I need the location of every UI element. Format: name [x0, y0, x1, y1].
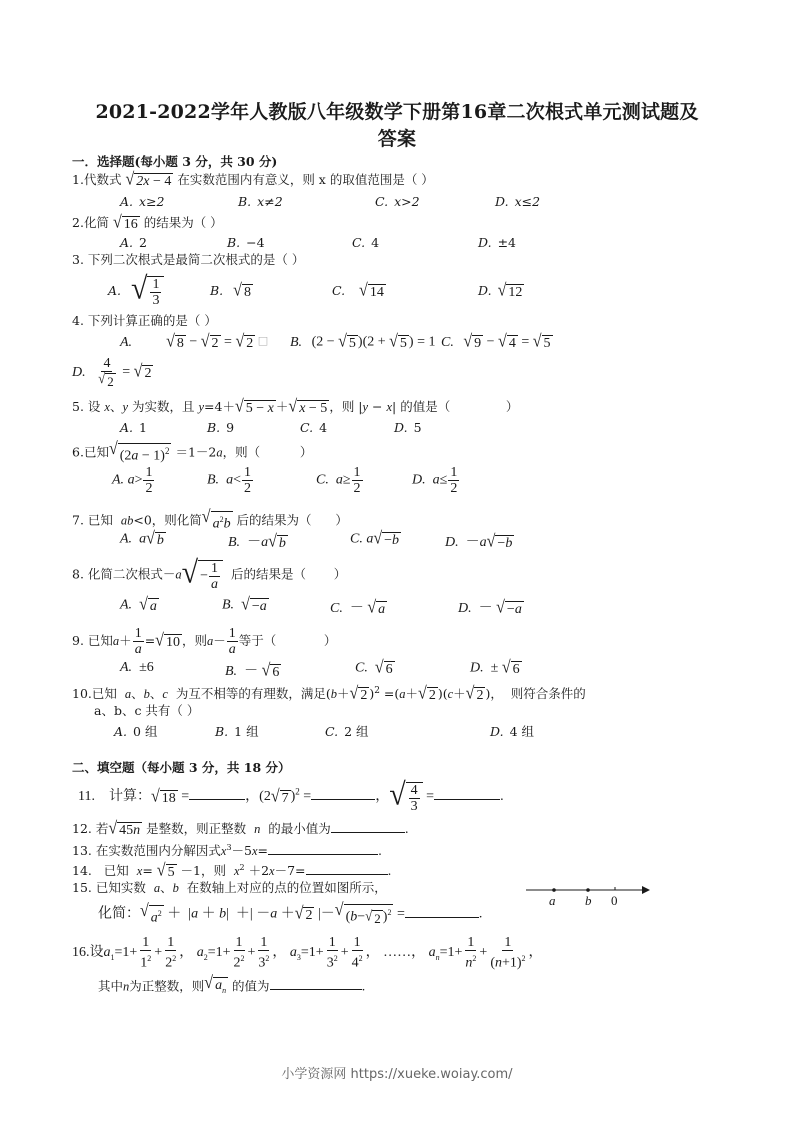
question-15: 15. 已知实数 a、b 在数轴上对应的点的位置如图所示， [72, 880, 387, 895]
q7-option-d[interactable]: D. －a √ −b [445, 532, 513, 552]
question-10: 10.已知 a、b、c 为互不相等的有理数，满足(b＋ √ 2 )$^2$ =(a＋ √ 2 )(c＋ √ 2 )， 则符合条件的 [72, 684, 586, 704]
q5-option-a[interactable]: A. 1 [120, 420, 147, 435]
question-6: 6.已知 √ $(2a - 1)^2$ ＝1－2a，则（ ） [72, 439, 313, 464]
question-10-line2: a、b、c 共有（ ） [94, 703, 200, 718]
q3-option-c[interactable]: C. √ 14 [332, 281, 384, 300]
answer-blank[interactable] [405, 905, 479, 918]
question-8: 8. 化简二次根式－a √ − $\frac{1}{a}$ 后的结果是（ ） [72, 555, 347, 592]
q5-option-c[interactable]: C. 4 [300, 420, 328, 435]
question-13: 13. 在实数范围内分解因式$x^3-5x=$ . [72, 843, 383, 859]
q10-option-c[interactable]: C. 2 组 [325, 724, 369, 739]
q4-option-a[interactable]: A. √ 8 − √ 2 = √ 2 □ [120, 332, 268, 351]
document-title-line1: 2021-2022学年人教版八年级数学下册第16章二次根式单元测试题及 [95, 101, 699, 123]
question-3: 3. 下列二次根式是最简二次根式的是（ ） [72, 252, 305, 267]
q2-option-b[interactable]: B. −4 [227, 235, 265, 250]
q9-option-a[interactable]: A. ±6 [120, 660, 154, 675]
q8-option-c[interactable]: C. － √ a [330, 598, 386, 618]
question-4: 4. 下列计算正确的是（ ） [72, 313, 217, 328]
document-title-line2: 答案 [377, 128, 417, 150]
q10-option-b[interactable]: B. 1 组 [215, 724, 259, 739]
q1-option-a[interactable]: A. x≥2 [120, 194, 165, 209]
q7-option-b[interactable]: B. －a √ b [228, 532, 286, 552]
q9-option-b[interactable]: B. － √ 6 [225, 661, 280, 681]
section2-heading: 二、填空题（每小题 3 分，共 18 分） [72, 760, 291, 775]
sqrt-expression: √ 2x − 4 [125, 170, 172, 189]
q3-option-d[interactable]: D. √ 12 [478, 281, 523, 300]
q6-option-c[interactable]: C. a≥ $\frac{1}{2}$ [316, 465, 361, 496]
q6-option-d[interactable]: D. a≤ $\frac{1}{2}$ [412, 465, 458, 496]
sqrt-expression: √ 16 [112, 213, 138, 232]
q9-option-d[interactable]: D. ± √ 6 [470, 658, 520, 677]
section1-heading: 一．选择题(每小题 3 分，共 30 分) [72, 154, 278, 169]
number-line-label-0: 0 [611, 893, 618, 908]
question-9: 9. 已知a＋ $\frac{1}{a}$ = √ 10 ，则a－ $\frac{1}{a}$ 等于（ ） [72, 626, 337, 657]
q8-option-a[interactable]: A. √ a [120, 595, 157, 614]
q9-option-c[interactable]: C. √ 6 [355, 658, 393, 677]
q7-option-c[interactable]: C. a √ −b [350, 529, 400, 548]
question-14: 14. 已知 x= √ 5 －1，则 $x^2 +2x-7=$ . [72, 861, 392, 881]
q10-option-a[interactable]: A. 0 组 [114, 724, 158, 739]
q8-option-b[interactable]: B. √ −a [222, 595, 267, 614]
q1-option-c[interactable]: C. x>2 [375, 194, 420, 209]
answer-blank[interactable] [189, 787, 245, 800]
q4-option-b[interactable]: B. (2 − √ 5 )(2 + √ 5 ) = 1 [290, 332, 436, 351]
q6-option-a[interactable]: A. a> $\frac{1}{2}$ [112, 465, 153, 496]
q5-option-b[interactable]: B. 9 [207, 420, 235, 435]
q1-option-d[interactable]: D. x≤2 [495, 194, 541, 209]
q2-option-d[interactable]: D. ±4 [478, 235, 516, 250]
q7-option-a[interactable]: A. a √ b [120, 529, 164, 548]
q10-option-d[interactable]: D. 4 组 [490, 724, 534, 739]
q2-option-a[interactable]: A. 2 [120, 235, 147, 250]
number-line-label-a: a [549, 893, 556, 908]
q1-option-b[interactable]: B. x≠2 [238, 194, 283, 209]
question-11: 11. 计算： √ 18 = ，(2 √ 7 )$^2$ = ， √ $\frac{4}{3}$ = . [78, 777, 504, 814]
footer-watermark: 小学资源网 https://xueke.woiay.com/ [281, 1067, 513, 1082]
q3-option-a[interactable]: A. √ $\frac{1}{3}$ [108, 274, 164, 308]
question-12: 12. 若 √ 45n 是整数，则正整数 n 的最小值为 . [72, 819, 409, 838]
number-line-label-b: b [585, 893, 592, 908]
answer-blank[interactable] [306, 862, 388, 875]
answer-blank[interactable] [270, 977, 362, 990]
q2-option-c[interactable]: C. 4 [352, 235, 380, 250]
q4-option-d[interactable]: D. 4 √ 2 = √ 2 [72, 356, 152, 389]
answer-blank[interactable] [434, 787, 500, 800]
q6-option-b[interactable]: B. a< $\frac{1}{2}$ [207, 465, 251, 496]
q3-option-b[interactable]: B. √ 8 [210, 281, 251, 300]
question-16: 16.设$a_1=1+$ $\frac{1}{1^2}$ + $\frac{1}{2^2}$ ， $a_2=1+$ $\frac{1}{2^2}$ + $\frac{1}{3^2}$ ， $a_3=1+$ $\frac{1}{3^2}$ + $\frac{1}{4^2}$ ， ……， $a_n=1+$ $\frac{1}{n^2}$ + $\frac{1}{(n+1)^2}$ ， [72, 935, 543, 971]
question-15-line2: 化简： √ $a^2$ ＋ |a ＋ b| ＋| －a ＋ √ 2 |－ √ (b− √ 2 )$^2$ = . [98, 900, 483, 926]
question-16-line2: 其中n为正整数，则 √ $a_n$ 的值为 . [98, 976, 366, 998]
q5-option-d[interactable]: D. 5 [394, 420, 422, 435]
question-5: 5. 设 x、y 为实数，且 y=4＋ √ 5 − x ＋ √ x − 5 ，则 |y − x| 的值是（ ） [72, 397, 519, 416]
q8-option-d[interactable]: D. － √ −a [458, 598, 522, 618]
answer-blank[interactable] [268, 842, 378, 855]
arrow-icon [642, 886, 650, 894]
q4-option-c[interactable]: C. √ 9 − √ 4 = √ 5 [441, 332, 551, 351]
answer-blank[interactable] [311, 787, 375, 800]
answer-blank[interactable] [331, 820, 405, 833]
question-1: 1.代数式 √ 2x − 4 在实数范围内有意义，则 x 的取值范围是（ ） [72, 170, 434, 189]
question-2: 2.化简 √ 16 的结果为（ ） [72, 213, 223, 232]
question-7: 7. 已知 ab<0，则化简 √ $a^2b$ 后的结果为（ ） [72, 507, 348, 532]
